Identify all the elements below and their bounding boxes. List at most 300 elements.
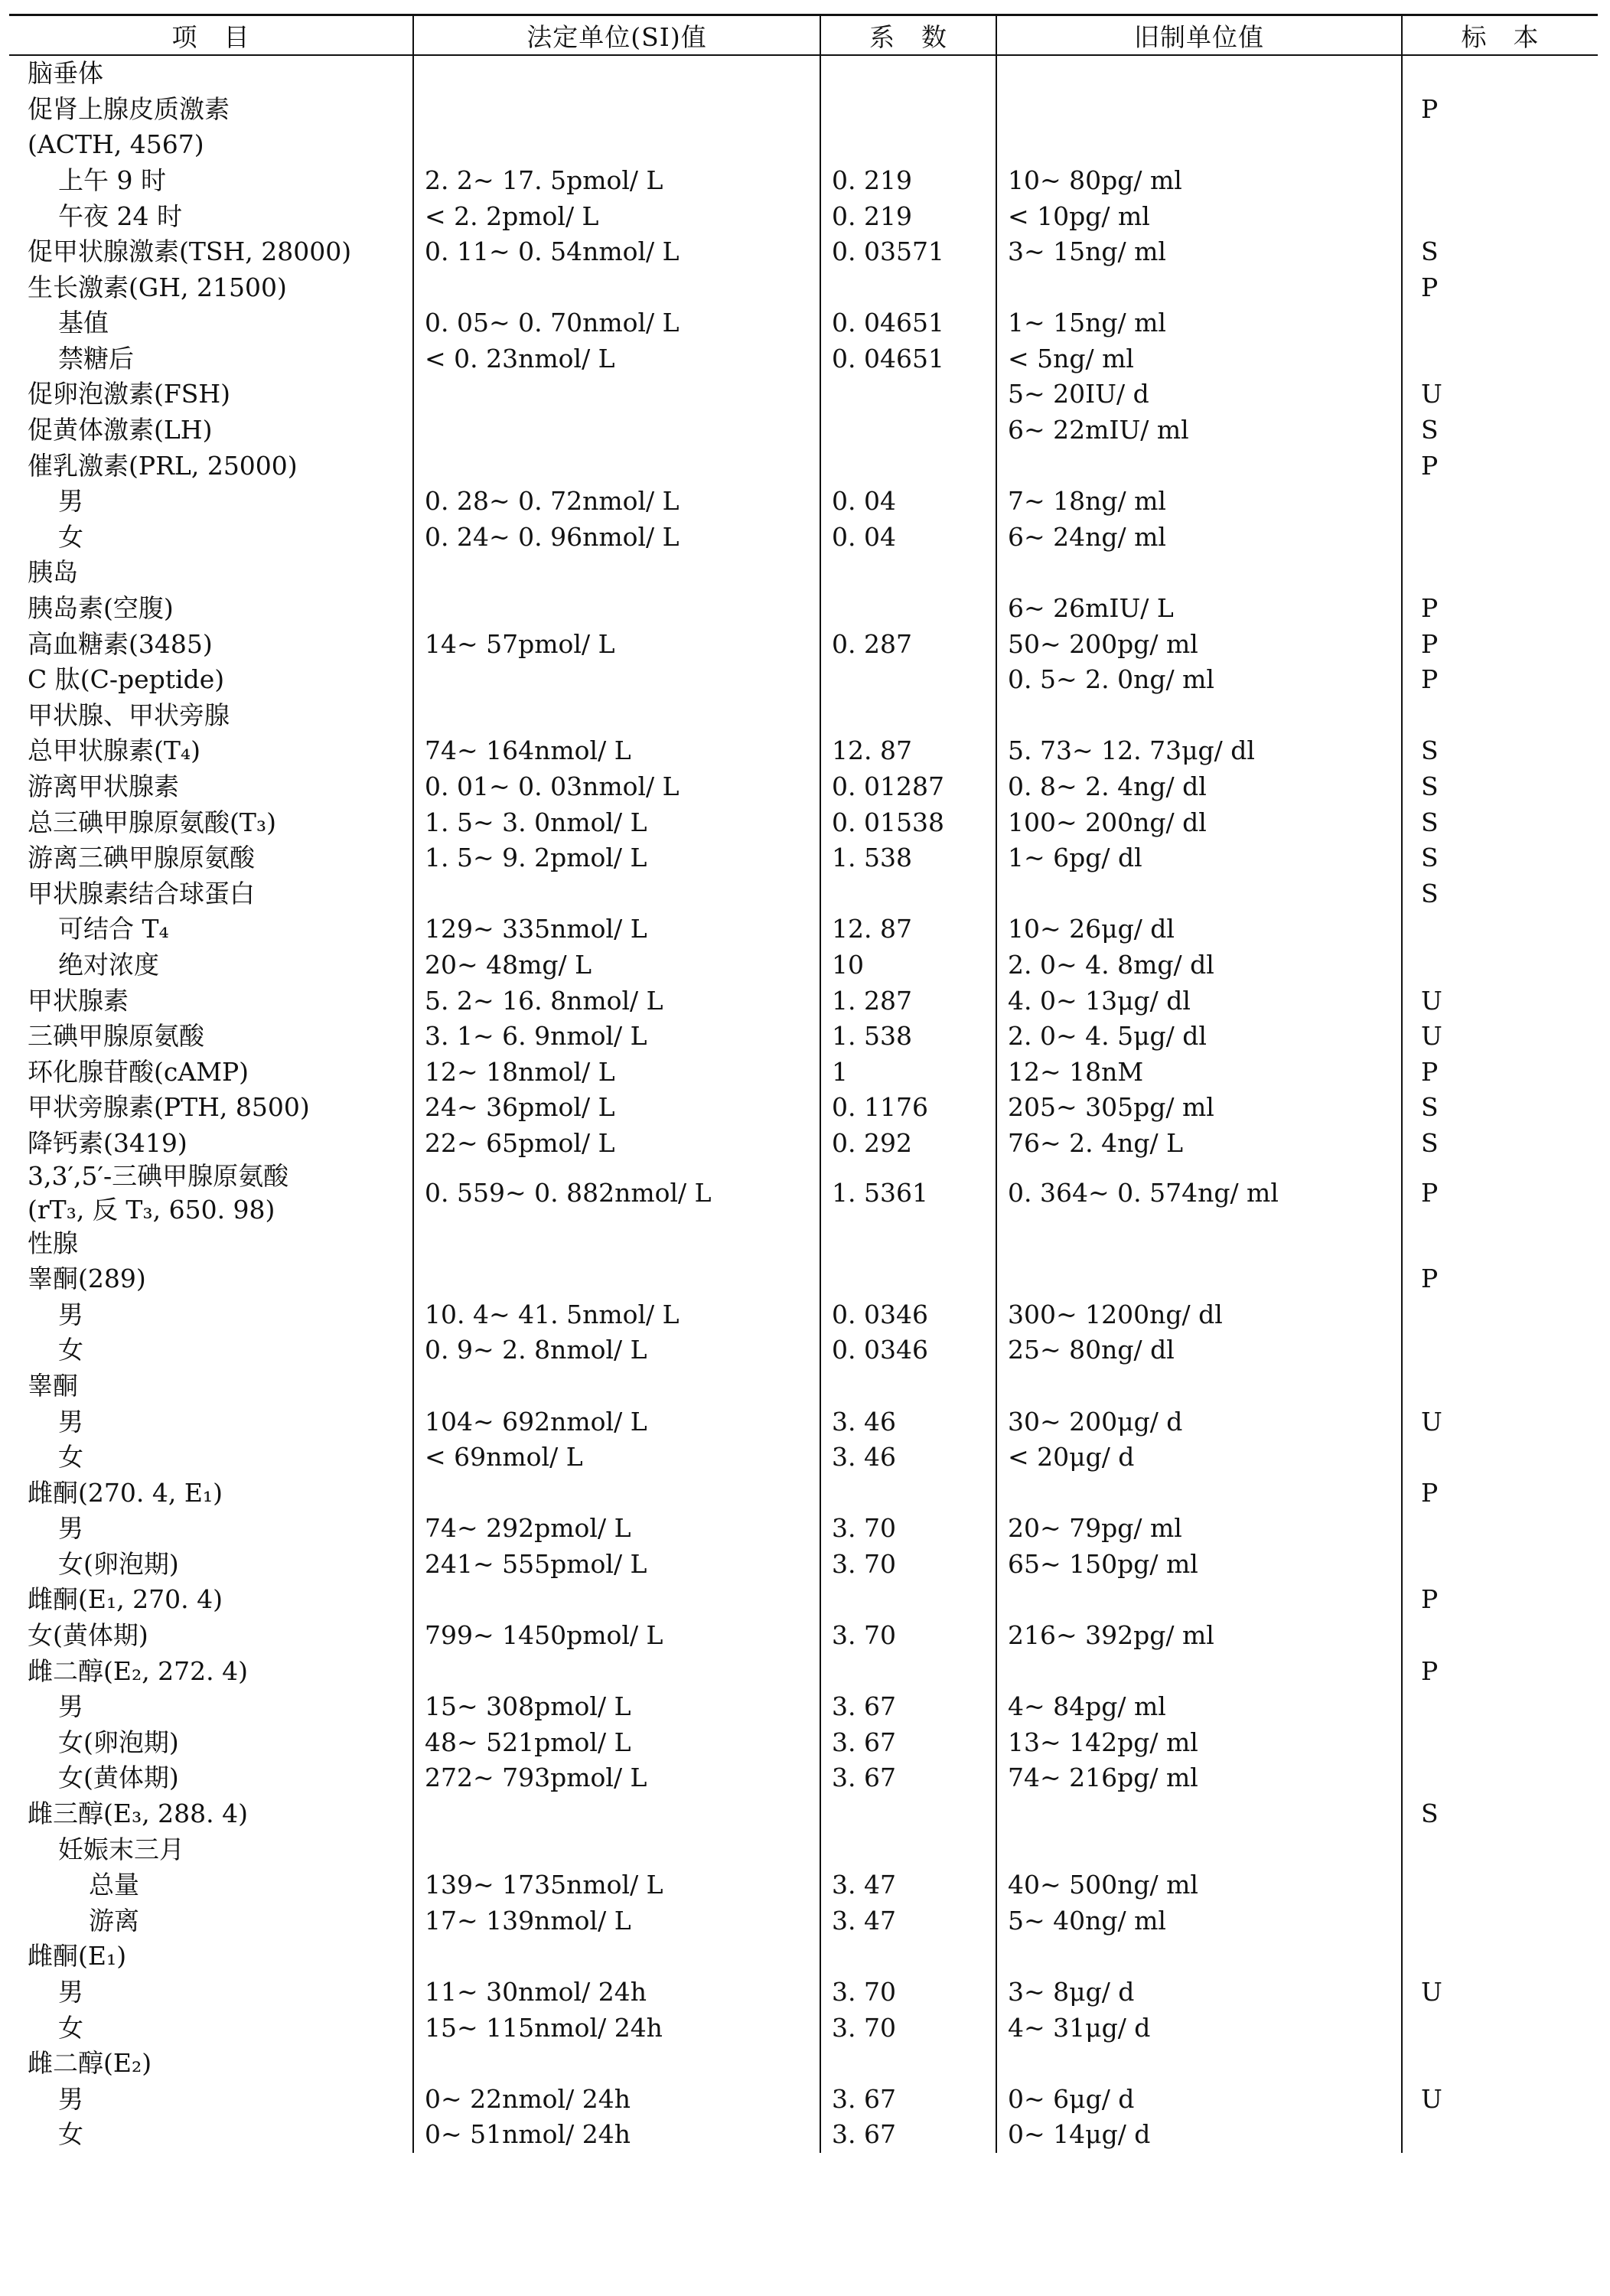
item-cell: 游离甲状腺素 (28, 771, 179, 802)
old-value-cell: 6~ 26mIU/ L (996, 591, 1402, 627)
table-row (9, 1618, 1598, 1654)
si-value-cell: 104~ 692nmol/ L (413, 1404, 820, 1440)
old-value-cell: 4~ 84pg/ ml (996, 1689, 1402, 1725)
sample-cell (1402, 1832, 1598, 1868)
sample-cell: S (1402, 733, 1598, 769)
old-value-cell: 0. 364~ 0. 574ng/ ml (996, 1161, 1402, 1225)
sample-cell: S (1402, 1126, 1598, 1162)
si-value-cell (413, 1939, 820, 1975)
factor-cell: 3. 70 (820, 1975, 996, 2011)
item-cell: 三碘甲腺原氨酸 (28, 1021, 204, 1052)
factor-cell (820, 448, 996, 484)
old-value-cell: 76~ 2. 4ng/ L (996, 1126, 1402, 1162)
item-cell: 女 (58, 521, 83, 552)
sample-cell (1402, 55, 1598, 92)
factor-cell (820, 1832, 996, 1868)
sample-cell: P (1402, 92, 1598, 128)
table-row (9, 55, 1598, 92)
item-cell: 睾酮(289) (28, 1264, 146, 1294)
sample-cell: U (1402, 983, 1598, 1019)
factor-cell: 0. 04651 (820, 341, 996, 377)
table-row (9, 1297, 1598, 1333)
table-row (9, 1511, 1598, 1547)
si-value-cell: 1. 5~ 9. 2pmol/ L (413, 840, 820, 876)
item-cell: 促肾上腺皮质激素 (28, 93, 230, 124)
factor-cell (820, 591, 996, 627)
table-row (9, 1796, 1598, 1832)
table-row (9, 127, 1598, 163)
si-value-cell: 10. 4~ 41. 5nmol/ L (413, 1297, 820, 1333)
si-value-cell: 24~ 36pmol/ L (413, 1090, 820, 1126)
factor-cell: 12. 87 (820, 733, 996, 769)
old-value-cell (996, 1476, 1402, 1512)
sample-cell: S (1402, 804, 1598, 840)
si-value-cell: 20~ 48mg/ L (413, 947, 820, 983)
si-value-cell (413, 1582, 820, 1618)
factor-cell: 3. 47 (820, 1867, 996, 1903)
sample-cell: S (1402, 1090, 1598, 1126)
si-value-cell: 0. 28~ 0. 72nmol/ L (413, 484, 820, 520)
si-value-cell: 48~ 521pmol/ L (413, 1725, 820, 1761)
old-value-cell: 40~ 500ng/ ml (996, 1867, 1402, 1903)
table-row (9, 876, 1598, 912)
item-cell: 游离 (89, 1905, 139, 1936)
table-row (9, 484, 1598, 520)
factor-cell: 3. 46 (820, 1440, 996, 1476)
old-value-cell: 5~ 20IU/ d (996, 377, 1402, 413)
table-row (9, 1832, 1598, 1868)
old-value-cell: 6~ 24ng/ ml (996, 520, 1402, 556)
si-value-cell (413, 413, 820, 448)
table-row (9, 1161, 1598, 1225)
factor-cell: 3. 70 (820, 1547, 996, 1583)
old-value-cell: 50~ 200pg/ ml (996, 627, 1402, 663)
si-value-cell: 1. 5~ 3. 0nmol/ L (413, 804, 820, 840)
si-value-cell (413, 448, 820, 484)
table-row (9, 2117, 1598, 2153)
factor-cell (820, 1796, 996, 1832)
item-cell: 雌三醇(E₃, 288. 4) (28, 1799, 249, 1829)
factor-cell: 0. 03571 (820, 234, 996, 270)
si-value-cell (413, 1225, 820, 1261)
sample-cell (1402, 555, 1598, 591)
old-value-cell: 4~ 31μg/ d (996, 2010, 1402, 2046)
si-value-cell (413, 270, 820, 306)
table-row (9, 1867, 1598, 1903)
si-value-cell: 0. 05~ 0. 70nmol/ L (413, 305, 820, 341)
factor-cell (820, 698, 996, 734)
sample-cell: P (1402, 1261, 1598, 1297)
item-cell: 男 (58, 1977, 83, 2007)
factor-cell: 0. 01287 (820, 769, 996, 805)
si-value-cell: 0. 559~ 0. 882nmol/ L (413, 1161, 820, 1225)
factor-cell (820, 555, 996, 591)
sample-cell (1402, 1547, 1598, 1583)
factor-cell: 0. 0346 (820, 1297, 996, 1333)
header-sample: 标 本 (1402, 15, 1598, 56)
item-cell: 男 (58, 1691, 83, 1722)
table-row (9, 377, 1598, 413)
sample-cell: U (1402, 377, 1598, 413)
table-row (9, 591, 1598, 627)
old-value-cell (996, 555, 1402, 591)
old-value-cell: 65~ 150pg/ ml (996, 1547, 1402, 1583)
si-value-cell (413, 662, 820, 698)
si-value-cell: 3. 1~ 6. 9nmol/ L (413, 1019, 820, 1055)
table-row (9, 234, 1598, 270)
old-value-cell: 4. 0~ 13μg/ dl (996, 983, 1402, 1019)
item-cell: 睾酮 (28, 1370, 78, 1401)
table-row (9, 1019, 1598, 1055)
table-row (9, 662, 1598, 698)
item-cell: 催乳激素(PRL, 25000) (28, 450, 298, 481)
sample-cell (1402, 1939, 1598, 1975)
sample-cell (1402, 912, 1598, 947)
sample-cell: P (1402, 1161, 1598, 1225)
old-value-cell (996, 1225, 1402, 1261)
table-row (9, 1547, 1598, 1583)
table-row (9, 1332, 1598, 1368)
sample-cell (1402, 305, 1598, 341)
table-row (9, 1689, 1598, 1725)
old-value-cell: 25~ 80ng/ dl (996, 1332, 1402, 1368)
si-value-cell: < 69nmol/ L (413, 1440, 820, 1476)
item-cell: 胰岛 (28, 557, 78, 588)
item-cell: 女(黄体期) (28, 1620, 148, 1651)
si-value-cell: 17~ 139nmol/ L (413, 1903, 820, 1939)
table-row (9, 1939, 1598, 1975)
sample-cell (1402, 1903, 1598, 1939)
factor-cell: 0. 1176 (820, 1090, 996, 1126)
sample-cell: P (1402, 627, 1598, 663)
table-row (9, 1368, 1598, 1404)
sample-cell (1402, 1760, 1598, 1796)
item-cell: 基值 (58, 308, 109, 338)
sample-cell: S (1402, 840, 1598, 876)
item-cell: 可结合 T₄ (58, 914, 169, 944)
table-row (9, 1476, 1598, 1512)
factor-cell: 0. 287 (820, 627, 996, 663)
si-value-cell: 129~ 335nmol/ L (413, 912, 820, 947)
old-value-cell (996, 698, 1402, 734)
sample-cell: U (1402, 1019, 1598, 1055)
sample-cell: P (1402, 270, 1598, 306)
sample-cell: S (1402, 234, 1598, 270)
old-value-cell: 205~ 305pg/ ml (996, 1090, 1402, 1126)
old-value-cell: 216~ 392pg/ ml (996, 1618, 1402, 1654)
si-value-cell: 14~ 57pmol/ L (413, 627, 820, 663)
item-cell: 促甲状腺激素(TSH, 28000) (28, 236, 352, 267)
factor-cell: 0. 0346 (820, 1332, 996, 1368)
factor-cell (820, 1261, 996, 1297)
item-line-2: (rT₃, 反 T₃, 650. 98) (28, 1195, 275, 1225)
sample-cell (1402, 341, 1598, 377)
factor-cell (820, 55, 996, 92)
old-value-cell: 0. 8~ 2. 4ng/ dl (996, 769, 1402, 805)
item-cell: 男 (58, 2083, 83, 2114)
sample-cell (1402, 1225, 1598, 1261)
factor-cell (820, 377, 996, 413)
table-row (9, 733, 1598, 769)
old-value-cell: 7~ 18ng/ ml (996, 484, 1402, 520)
si-value-cell: 0~ 22nmol/ 24h (413, 2082, 820, 2118)
sample-cell: P (1402, 448, 1598, 484)
si-value-cell (413, 1261, 820, 1297)
sample-cell: P (1402, 1582, 1598, 1618)
old-value-cell (996, 1939, 1402, 1975)
item-cell: 促卵泡激素(FSH) (28, 379, 231, 409)
old-value-cell: 5~ 40ng/ ml (996, 1903, 1402, 1939)
table-row (9, 2082, 1598, 2118)
factor-cell: 0. 292 (820, 1126, 996, 1162)
si-value-cell: 15~ 308pmol/ L (413, 1689, 820, 1725)
si-value-cell (413, 555, 820, 591)
item-cell: (ACTH, 4567) (28, 129, 204, 160)
item-cell: 促黄体激素(LH) (28, 415, 213, 445)
si-value-cell: 0. 11~ 0. 54nmol/ L (413, 234, 820, 270)
sample-cell (1402, 947, 1598, 983)
item-cell: 雌二醇(E₂) (28, 2048, 152, 2079)
item-cell: 女 (58, 2012, 83, 2043)
item-cell: 脑垂体 (28, 58, 103, 89)
sample-cell: P (1402, 1476, 1598, 1512)
item-cell: 总三碘甲腺原氨酸(T₃) (28, 807, 276, 837)
item-cell: 妊娠末三月 (58, 1834, 184, 1864)
si-value-cell: 11~ 30nmol/ 24h (413, 1975, 820, 2011)
si-value-cell (413, 55, 820, 92)
old-value-cell (996, 1582, 1402, 1618)
si-value-cell: 74~ 164nmol/ L (413, 733, 820, 769)
table-row (9, 1126, 1598, 1162)
old-value-cell (996, 55, 1402, 92)
old-value-cell (996, 1261, 1402, 1297)
table-row (9, 520, 1598, 556)
table-row (9, 983, 1598, 1019)
factor-cell (820, 1654, 996, 1690)
item-cell: 雌酮(270. 4, E₁) (28, 1477, 223, 1508)
sample-cell: U (1402, 1975, 1598, 2011)
si-value-cell (413, 876, 820, 912)
sample-cell (1402, 1725, 1598, 1761)
item-cell: 禁糖后 (58, 343, 134, 373)
factor-cell: 0. 04 (820, 520, 996, 556)
sample-cell (1402, 198, 1598, 234)
old-value-cell: 1~ 15ng/ ml (996, 305, 1402, 341)
sample-cell: S (1402, 413, 1598, 448)
sample-cell (1402, 2046, 1598, 2082)
old-value-cell (996, 1796, 1402, 1832)
factor-cell: 1. 5361 (820, 1161, 996, 1225)
old-value-cell (996, 448, 1402, 484)
old-value-cell: 10~ 80pg/ ml (996, 163, 1402, 199)
table-row (9, 1055, 1598, 1091)
si-value-cell: 799~ 1450pmol/ L (413, 1618, 820, 1654)
old-value-cell: 0. 5~ 2. 0ng/ ml (996, 662, 1402, 698)
si-value-cell (413, 1654, 820, 1690)
item-cell: 女 (58, 1335, 83, 1365)
si-value-cell: 15~ 115nmol/ 24h (413, 2010, 820, 2046)
si-value-cell (413, 377, 820, 413)
table-row (9, 947, 1598, 983)
factor-cell: 3. 47 (820, 1903, 996, 1939)
si-value-cell: 2. 2~ 17. 5pmol/ L (413, 163, 820, 199)
item-cell: 女(卵泡期) (58, 1727, 179, 1757)
table-row (9, 1440, 1598, 1476)
old-value-cell: 0~ 14μg/ d (996, 2117, 1402, 2153)
sample-cell: P (1402, 591, 1598, 627)
si-value-cell (413, 1832, 820, 1868)
table-row (9, 198, 1598, 234)
old-value-cell (996, 1654, 1402, 1690)
si-value-cell: 12~ 18nmol/ L (413, 1055, 820, 1091)
header-old-value: 旧制单位值 (996, 15, 1402, 56)
old-value-cell: 74~ 216pg/ ml (996, 1760, 1402, 1796)
old-value-cell: 12~ 18nM (996, 1055, 1402, 1091)
factor-cell: 3. 70 (820, 2010, 996, 2046)
old-value-cell (996, 876, 1402, 912)
factor-cell (820, 1476, 996, 1512)
sample-cell (1402, 1511, 1598, 1547)
item-cell: 甲状腺素 (28, 985, 129, 1016)
sample-cell (1402, 1368, 1598, 1404)
factor-cell (820, 1582, 996, 1618)
old-value-cell: 2. 0~ 4. 8mg/ dl (996, 947, 1402, 983)
old-value-cell: 100~ 200ng/ dl (996, 804, 1402, 840)
factor-cell (820, 270, 996, 306)
item-cell: 生长激素(GH, 21500) (28, 272, 287, 302)
old-value-cell: < 10pg/ ml (996, 198, 1402, 234)
factor-cell (820, 1368, 996, 1404)
table-row (9, 840, 1598, 876)
table-body (9, 55, 1598, 2153)
table-row (9, 92, 1598, 128)
item-cell: 女(黄体期) (58, 1763, 179, 1793)
si-value-cell: 22~ 65pmol/ L (413, 1126, 820, 1162)
sample-cell: P (1402, 1055, 1598, 1091)
table-row (9, 413, 1598, 448)
si-value-cell: 0. 9~ 2. 8nmol/ L (413, 1332, 820, 1368)
item-cell: 男 (58, 1299, 83, 1329)
si-value-cell: 0. 24~ 0. 96nmol/ L (413, 520, 820, 556)
sample-cell (1402, 1440, 1598, 1476)
factor-cell (820, 1939, 996, 1975)
si-value-cell: 272~ 793pmol/ L (413, 1760, 820, 1796)
old-value-cell: 5. 73~ 12. 73μg/ dl (996, 733, 1402, 769)
factor-cell: 3. 67 (820, 2082, 996, 2118)
table-row (9, 448, 1598, 484)
table-row (9, 555, 1598, 591)
sample-cell (1402, 1297, 1598, 1333)
old-value-cell: 13~ 142pg/ ml (996, 1725, 1402, 1761)
table-row (9, 1975, 1598, 2011)
si-value-cell (413, 1476, 820, 1512)
hormone-reference-table (9, 14, 1598, 2153)
old-value-cell: 3~ 15ng/ ml (996, 234, 1402, 270)
item-cell: 上午 9 时 (58, 165, 166, 195)
old-value-cell: 1~ 6pg/ dl (996, 840, 1402, 876)
item-cell: 甲状腺、甲状旁腺 (28, 700, 230, 730)
si-value-cell: < 2. 2pmol/ L (413, 198, 820, 234)
table-row (9, 1225, 1598, 1261)
table-row (9, 1582, 1598, 1618)
factor-cell: 3. 70 (820, 1511, 996, 1547)
old-value-cell (996, 2046, 1402, 2082)
table-row (9, 341, 1598, 377)
sample-cell: U (1402, 2082, 1598, 2118)
item-cell: C 肽(C-peptide) (28, 664, 225, 695)
old-value-cell: 10~ 26μg/ dl (996, 912, 1402, 947)
si-value-cell (413, 1796, 820, 1832)
item-cell: 雌酮(E₁) (28, 1941, 127, 1971)
factor-cell: 0. 219 (820, 198, 996, 234)
table-row (9, 270, 1598, 306)
factor-cell (820, 92, 996, 128)
sample-cell: S (1402, 876, 1598, 912)
sample-cell (1402, 127, 1598, 163)
factor-cell: 10 (820, 947, 996, 983)
old-value-cell (996, 270, 1402, 306)
si-value-cell: 0. 01~ 0. 03nmol/ L (413, 769, 820, 805)
si-value-cell (413, 127, 820, 163)
table-row (9, 305, 1598, 341)
si-value-cell: 241~ 555pmol/ L (413, 1547, 820, 1583)
factor-cell: 3. 70 (820, 1618, 996, 1654)
item-cell: 女(卵泡期) (58, 1548, 179, 1579)
table-row (9, 627, 1598, 663)
table-row (9, 1090, 1598, 1126)
item-cell: 胰岛素(空腹) (28, 593, 174, 624)
sample-cell (1402, 1689, 1598, 1725)
si-value-cell (413, 698, 820, 734)
table-row (9, 698, 1598, 734)
table-row (9, 1903, 1598, 1939)
old-value-cell: 20~ 79pg/ ml (996, 1511, 1402, 1547)
item-cell: 甲状腺素结合球蛋白 (28, 878, 255, 908)
factor-cell: 12. 87 (820, 912, 996, 947)
item-cell: 甲状旁腺素(PTH, 8500) (28, 1092, 310, 1123)
old-value-cell: 3~ 8μg/ d (996, 1975, 1402, 2011)
table-row (9, 804, 1598, 840)
sample-cell: P (1402, 662, 1598, 698)
item-cell: 性腺 (28, 1228, 78, 1258)
si-value-cell (413, 92, 820, 128)
old-value-cell (996, 1368, 1402, 1404)
header-si-value: 法定单位(SI)值 (413, 15, 820, 56)
sample-cell (1402, 520, 1598, 556)
table-row (9, 769, 1598, 805)
table-row (9, 1725, 1598, 1761)
old-value-cell: 30~ 200μg/ d (996, 1404, 1402, 1440)
item-cell: 环化腺苷酸(cAMP) (28, 1056, 249, 1087)
factor-cell (820, 876, 996, 912)
item-cell: 男 (58, 1406, 83, 1437)
factor-cell: 0. 04651 (820, 305, 996, 341)
si-value-cell: 0~ 51nmol/ 24h (413, 2117, 820, 2153)
item-cell: 女 (58, 2119, 83, 2150)
sample-cell (1402, 163, 1598, 199)
old-value-cell: < 20μg/ d (996, 1440, 1402, 1476)
table-header (9, 15, 1598, 56)
si-value-cell (413, 591, 820, 627)
table-row (9, 1261, 1598, 1297)
si-value-cell (413, 2046, 820, 2082)
sample-cell (1402, 1618, 1598, 1654)
table-row (9, 1654, 1598, 1690)
sample-cell (1402, 698, 1598, 734)
factor-cell: 1. 287 (820, 983, 996, 1019)
item-cell: 降钙素(3419) (28, 1127, 187, 1158)
si-value-cell: 139~ 1735nmol/ L (413, 1867, 820, 1903)
